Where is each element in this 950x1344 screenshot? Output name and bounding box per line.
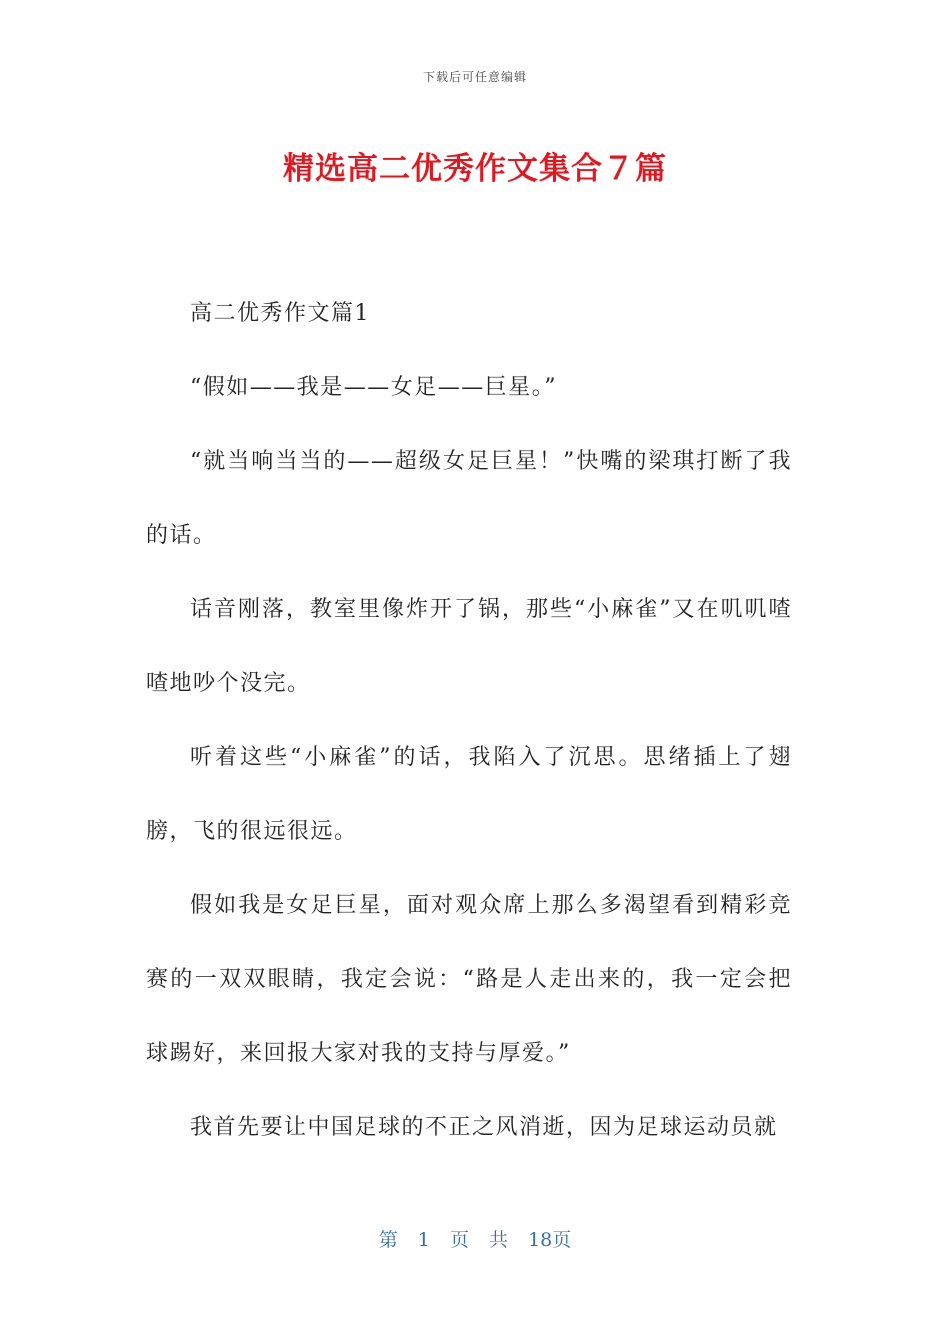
paragraph: 话音刚落，教室里像炸开了锅，那些“小麻雀”又在叽叽喳喳地吵个没完。: [146, 597, 792, 696]
paragraph-section-heading: 高二优秀作文篇1: [190, 301, 370, 326]
header-note: 下载后可任意编辑: [422, 70, 527, 84]
total-label: 共: [489, 1229, 509, 1251]
paragraph: 假如我是女足巨星，面对观众席上那么多渴望看到精彩竞赛的一双双眼睛，我定会说：“路是人走出来的，我一定会把球踢好，来回报大家对我的支持与厚爱。”: [146, 893, 792, 1066]
paragraph: “就当响当当的——超级女足巨星！”快嘴的梁琪打断了我的话。: [146, 449, 792, 548]
document-body: [146, 277, 792, 1165]
page-label-mid: 页: [449, 1229, 469, 1251]
page-footer: [0, 1225, 950, 1252]
total-pages: 18页: [528, 1229, 572, 1251]
paragraph: 听着这些“小麻雀”的话，我陷入了沉思。思绪插上了翅膀，飞的很远很远。: [146, 745, 792, 844]
document-title: 精选高二优秀作文集合７篇: [283, 151, 667, 187]
paragraph: “假如——我是——女足——巨星。”: [190, 375, 557, 400]
current-page-number: 1: [417, 1229, 430, 1251]
page-label-prefix: 第: [378, 1229, 398, 1251]
paragraph: 我首先要让中国足球的不正之风消逝，因为足球运动员就: [190, 1115, 778, 1140]
